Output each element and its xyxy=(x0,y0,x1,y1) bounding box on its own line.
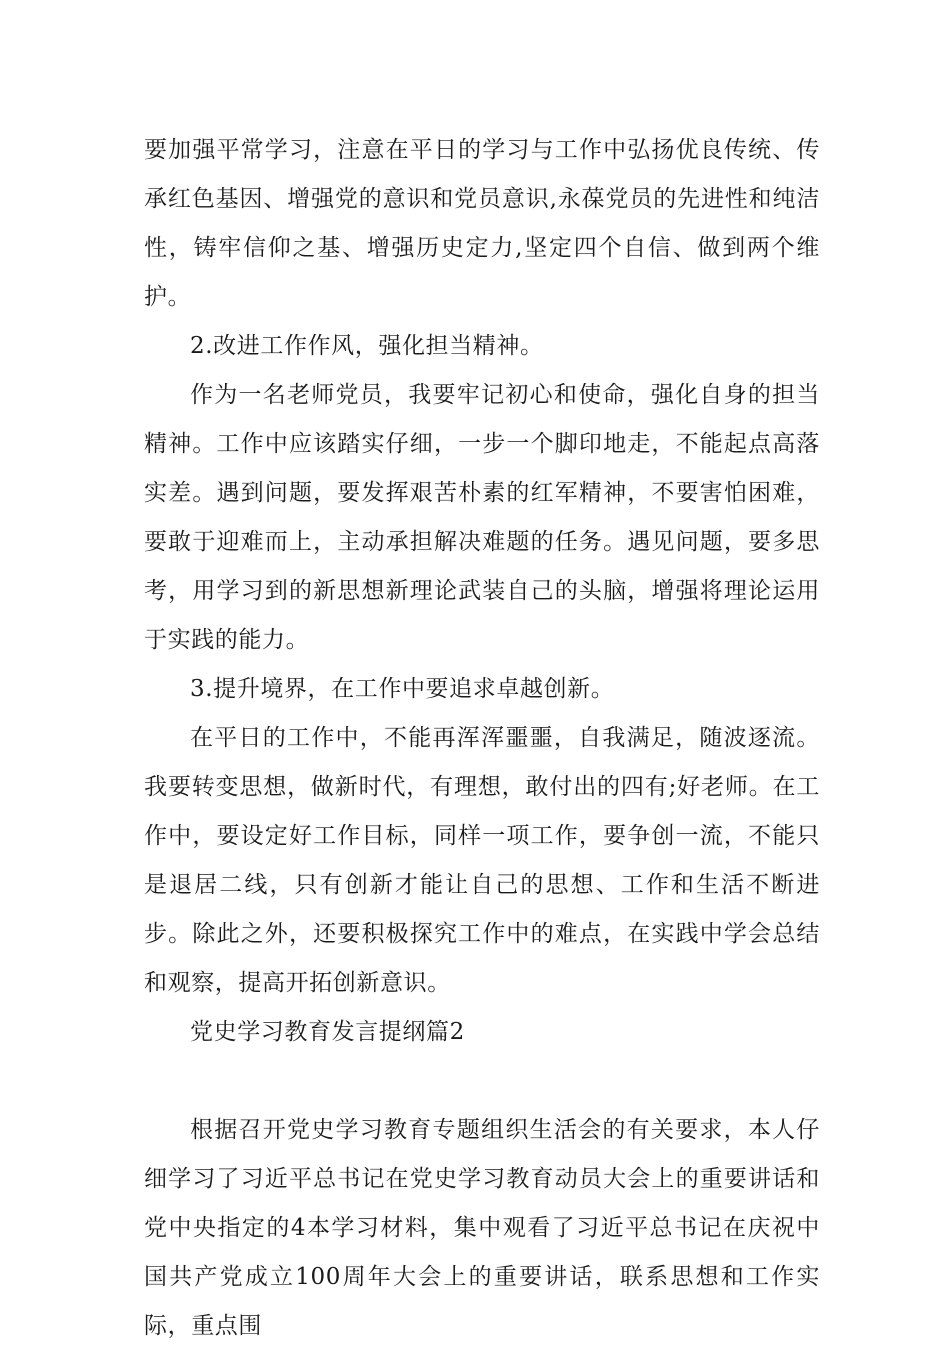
paragraph-continuation: 要加强平常学习，注意在平日的学习与工作中弘扬优良传统、传承红色基因、增强党的意识和党员意识,永葆党员的先进性和纯洁性，铸牢信仰之基、增强历史定力,坚定四个自信、做到两个维护。 xyxy=(144,137,820,310)
paragraph-work-style: 作为一名老师党员，我要牢记初心和使命，强化自身的担当精神。工作中应该踏实仔细，一步一个脚印地走，不能起点高落实差。遇到问题，要发挥艰苦朴素的红军精神，不要害怕困难，要敢于迎难而上，主动承担解决难题的任务。遇见问题，要多思考，用学习到的新思想新理论武装自己的头脑，增强将理论运用于实践的能力。 xyxy=(144,382,820,653)
article-title-part-2: 党史学习教育发言提纲篇2 xyxy=(190,1019,465,1045)
paragraph-intro-part-2: 根据召开党史学习教育专题组织生活会的有关要求，本人仔细学习了习近平总书记在党史学习教育动员大会上的重要讲话和党中央指定的4本学习材料，集中观看了习近平总书记在庆祝中国共产党成立100周年大会上的重要讲话，联系思想和工作实际，重点围 xyxy=(144,1117,820,1339)
paragraph-innovation: 在平日的工作中，不能再浑浑噩噩，自我满足，随波逐流。我要转变思想，做新时代，有理想，敢付出的四有;好老师。在工作中，要设定好工作目标，同样一项工作，要争创一流，不能只是退居二线，只有创新才能让自己的思想、工作和生活不断进步。除此之外，还要积极探究工作中的难点，在实践中学会总结和观察，提高开拓创新意识。 xyxy=(144,725,820,996)
blank-line xyxy=(144,1057,820,1106)
section-heading-2: 2.改进工作作风，强化担当精神。 xyxy=(190,333,544,359)
section-heading-3: 3.提升境界，在工作中要追求卓越创新。 xyxy=(190,676,615,702)
